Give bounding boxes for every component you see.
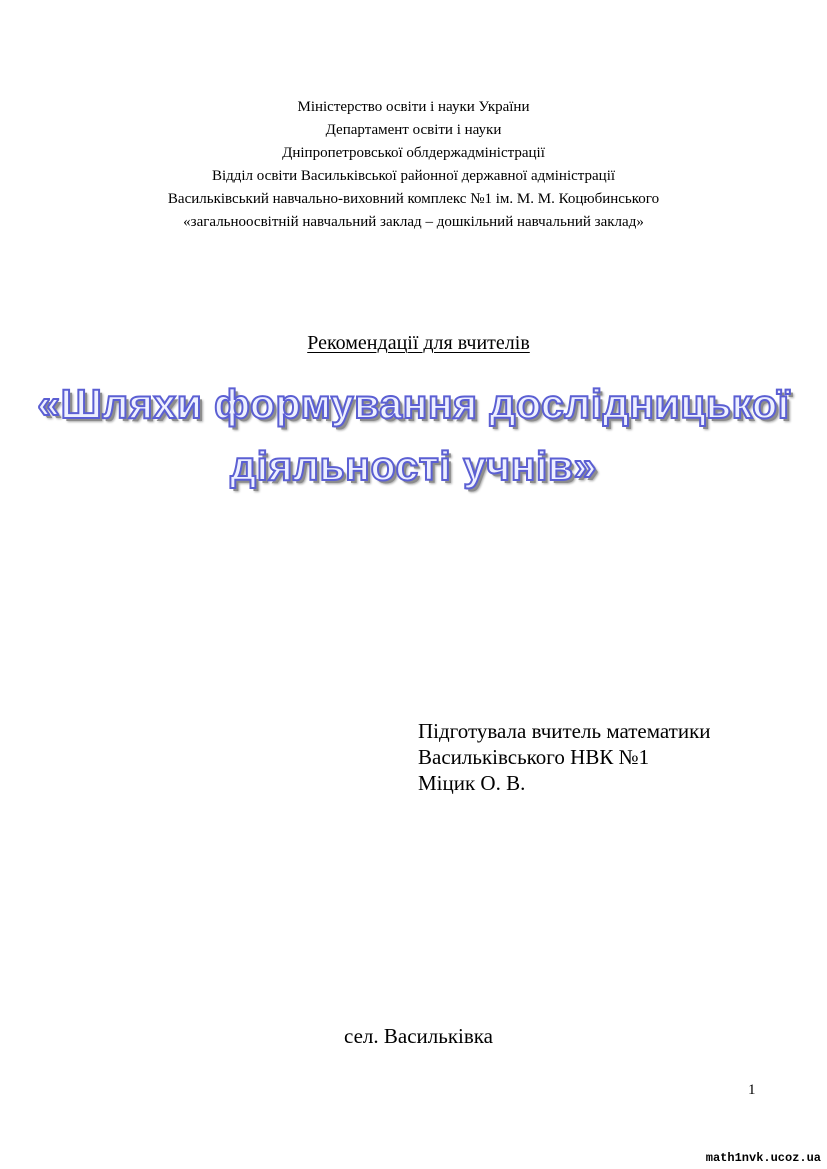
header-line-school-complex: Васильківський навчально-виховний комплекс №1 ім. М. М. Коцюбинського: [167, 191, 660, 207]
page-number: 1: [748, 1082, 756, 1098]
document-title: [0, 373, 827, 497]
author-name: Міцик О. В.: [418, 771, 526, 795]
header-line-ministry: Міністерство освіти і науки України: [297, 99, 530, 115]
header-line-district-education: Відділ освіти Васильківської районної державної адміністрації: [211, 168, 616, 184]
title-line-2: діяльності учнів»: [230, 443, 597, 489]
place-name: сел. Васильківка: [344, 1024, 493, 1048]
header-line-regional-administration: Дніпропетровської облдержадміністрації: [282, 145, 545, 161]
institution-header: [0, 96, 827, 234]
recommendation-label: Рекомендації для вчителів: [307, 332, 530, 354]
title-line-1: «Шляхи формування дослідницької: [37, 381, 790, 427]
author-block: [418, 718, 711, 796]
author-school: Васильківського НВК №1: [418, 745, 650, 769]
header-line-department: Департамент освіти і науки: [325, 122, 502, 138]
header-line-institution-type: «загальноосвітній навчальний заклад – дошкільний навчальний заклад»: [183, 214, 644, 230]
document-subtitle: [0, 330, 827, 356]
site-watermark: math1nvk.ucoz.ua: [705, 1151, 821, 1165]
author-role: Підготувала вчитель математики: [418, 719, 711, 743]
